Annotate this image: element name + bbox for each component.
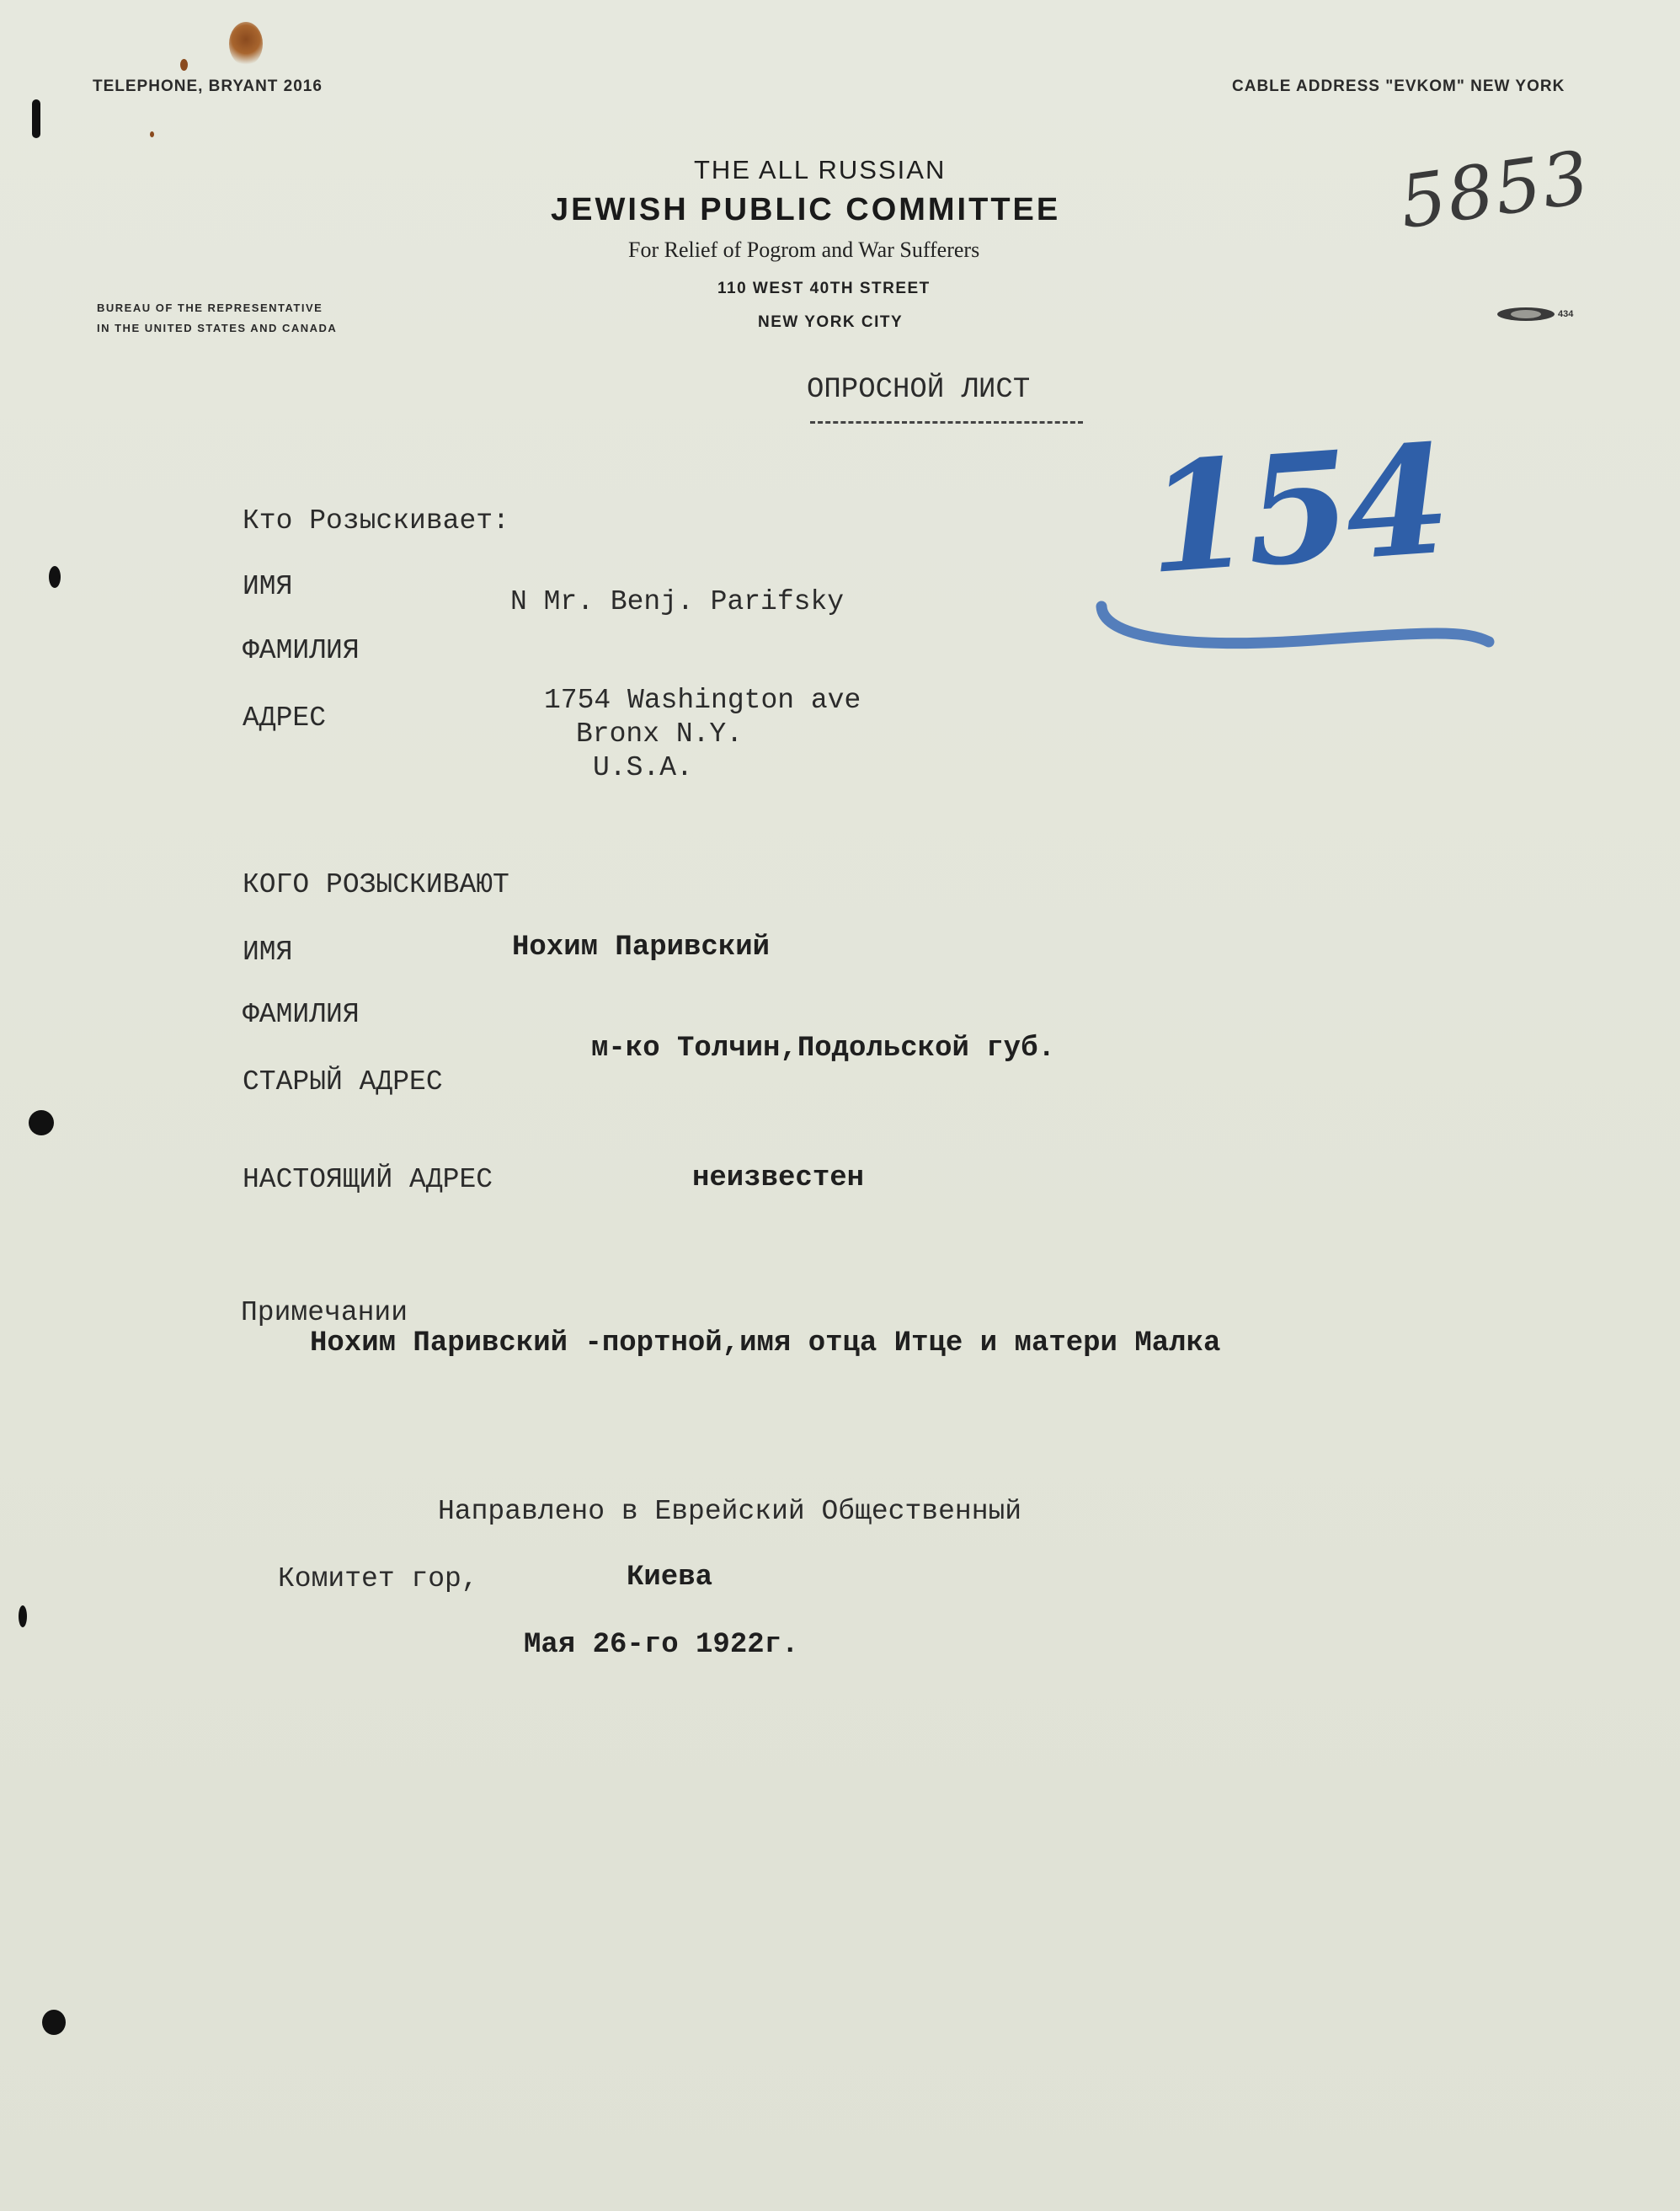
telephone-line: TELEPHONE, BRYANT 2016 [93, 77, 323, 95]
blue-pencil-number: 154 [1141, 410, 1451, 608]
punch-hole [19, 1605, 27, 1627]
sought-heading: КОГО РОЗЫСКИВАЮТ [243, 869, 509, 900]
bureau-block [97, 298, 337, 339]
letterhead-city: NEW YORK CITY [758, 313, 904, 331]
seeker-name-value: N Mr. Benj. Parifsky [510, 586, 845, 617]
document-date: Мая 26-го 1922г. [524, 1629, 799, 1661]
punch-hole [32, 99, 40, 138]
letterhead-street: 110 WEST 40TH STREET [717, 280, 931, 297]
punch-hole [49, 566, 61, 588]
union-number: 434 [1558, 309, 1574, 319]
sent-line2-right: Киева [627, 1562, 713, 1594]
form-title: ОПРОСНОЙ ЛИСТ [807, 374, 1031, 406]
letterhead-line3: For Relief of Pogrom and War Sufferers [628, 238, 980, 262]
union-bug-icon [1496, 305, 1556, 323]
sought-name-value: Нохим Паривский [512, 932, 771, 964]
notes-label: Примечании [241, 1297, 408, 1328]
seeker-address-block [544, 684, 861, 785]
seeker-address-line: Bronx N.Y. [576, 718, 744, 750]
sought-name-label: ИМЯ [243, 937, 293, 968]
union-label [1496, 305, 1573, 323]
seeker-address-label: АДРЕС [243, 702, 327, 734]
rust-spot [150, 131, 154, 137]
handwritten-file-number: 5853 [1395, 135, 1596, 246]
sent-line2-left: Комитет гор, [278, 1563, 478, 1594]
seeker-surname-label: ФАМИЛИЯ [243, 635, 360, 666]
sought-surname-label: ФАМИЛИЯ [243, 999, 360, 1030]
letterhead-line2: JEWISH PUBLIC COMMITTEE [551, 192, 1061, 227]
seeker-heading: Кто Розыскивает: [243, 505, 509, 537]
bureau-line1: BUREAU OF THE REPRESENTATIVE [97, 302, 323, 314]
sent-line1: Направлено в Еврейский Общественный [438, 1496, 1022, 1527]
bureau-line2: IN THE UNITED STATES AND CANADA [97, 322, 338, 334]
title-underline [810, 421, 1083, 424]
seeker-address-line: U.S.A. [593, 752, 693, 783]
cable-address: CABLE ADDRESS "EVKOM" NEW YORK [1232, 77, 1565, 95]
punch-hole [29, 1110, 54, 1135]
notes-value: Нохим Паривский -портной,имя отца Итце и матери Малка [310, 1327, 1221, 1359]
sought-old-address-value: м-ко Толчин,Подольской губ. [591, 1033, 1055, 1065]
blue-pencil-underline-icon [1095, 590, 1499, 665]
seeker-address-line: 1754 Washington ave [544, 685, 861, 716]
rust-spot [180, 59, 188, 71]
sought-current-address-value: неизвестен [692, 1162, 865, 1194]
sought-current-address-label: НАСТОЯЩИЙ АДРЕС [243, 1164, 493, 1195]
seeker-name-label: ИМЯ [243, 571, 293, 602]
punch-hole [42, 2010, 66, 2035]
letterhead-line1: THE ALL RUSSIAN [694, 155, 947, 184]
rust-stain [229, 22, 263, 66]
sought-old-address-label: СТАРЫЙ АДРЕС [243, 1066, 443, 1097]
